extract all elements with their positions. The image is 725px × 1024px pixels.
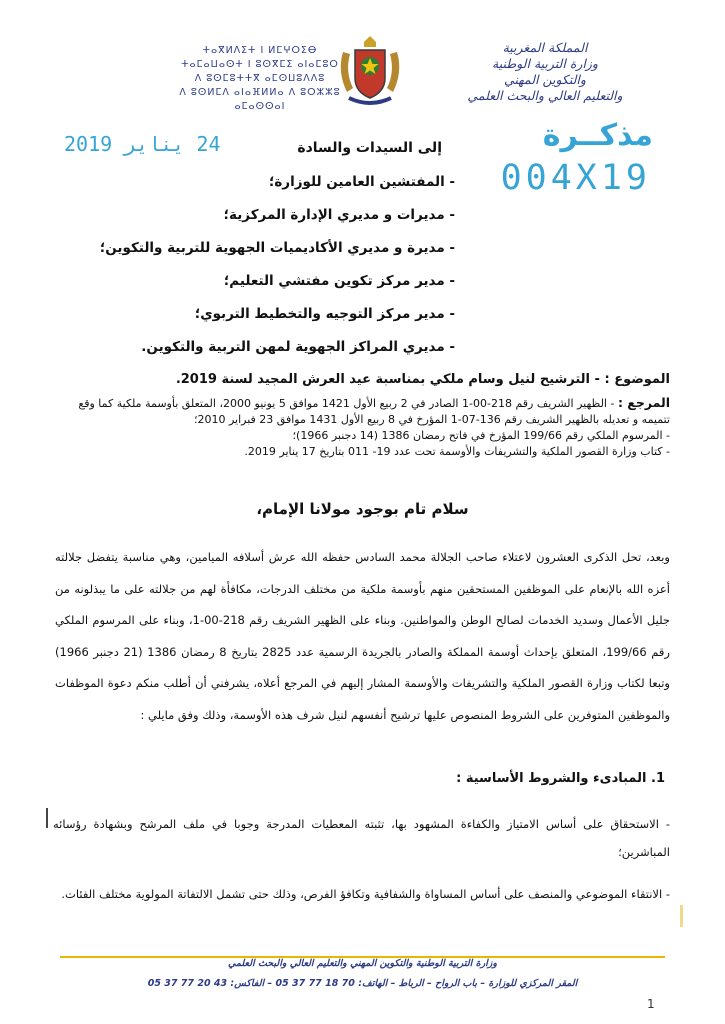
footer-ministry: وزارة التربية الوطنية والتكوين المهني والتعليم العالي والبحث العلمي: [228, 958, 497, 969]
recipients-list: [35, 172, 455, 370]
tifinagh-line: ⴷ ⵓⵙⵍⵎⴷ ⴰⵏⴰⴼⵍⵍⴰ ⴷ ⵓⵔⵣⵣⵓ ⴰⵎⴰⵙⵙⴰⵏ: [179, 87, 341, 112]
recipient-item: - مدير مركز تكوين مفتشي التعليم؛: [223, 273, 455, 289]
recipient-item: - المفتشين العامين للوزارة؛: [268, 174, 455, 190]
references: [50, 395, 670, 460]
greeting: سلام تام بوجود مولانا الإمام،: [256, 500, 469, 518]
memo-date: 24 يناير 2019: [64, 132, 221, 156]
recipient-item: - مديري المراكز الجهوية لمهن التربية والتكوين.: [141, 339, 455, 355]
tifinagh-line: ⴷ ⵓⵙⵎⵓⵜⵜⴳ ⴰⵎⵙⵡⵓⴷⴷⵓ: [194, 73, 326, 84]
scan-mark: [46, 808, 48, 828]
memo-title: مذكــرة: [542, 118, 653, 153]
recipient-item: - مديرات و مديري الإدارة المركزية؛: [223, 207, 455, 223]
footer-address: المقر المركزي للوزارة – باب الرواح – الرباط – الهاتف: 70 18 77 37 05 – الفاكس: 43 20 77 37 05: [147, 978, 578, 989]
recipient-item: - مديرة و مديري الأكاديميات الجهوية للتربية والتكوين؛: [99, 240, 455, 256]
tifinagh-line: ⵜⴰⴳⵍⴷⵉⵜ ⵏ ⵍⵎⵖⵔⵉⴱ: [202, 45, 318, 56]
section-title: 1. المبادىء والشروط الأساسية :: [456, 771, 665, 786]
header-arabic: [425, 40, 665, 104]
body-paragraph: [55, 542, 670, 731]
reference-item: [50, 395, 670, 428]
subject-text: - الترشيح لنيل وسام ملكي بمناسبة عيد العرش المجيد لسنة 2019.: [175, 372, 605, 387]
references-label: المرجع :: [617, 395, 670, 410]
memo-number: 004X19: [500, 158, 651, 198]
ministry-line: وزارة التربية الوطنية: [492, 56, 598, 71]
header-tifinagh: [155, 44, 365, 114]
ministry-line: المملكة المغربية: [502, 40, 588, 55]
subject-label: الموضوع :: [604, 372, 670, 387]
scan-mark: [680, 905, 683, 927]
reference-item: - كتاب وزارة القصور الملكية والتشريفات والأوسمة تحت عدد 19- 011 بتاريخ 17 يناير 2019.: [244, 445, 670, 458]
reference-text: - الظهير الشريف رقم 218-00-1 الصادر في 2 ربيع الأول 1421 موافق 5 يونيو 2000، المتعلق بأوسمة ملكية كما وقع تتميمه و تعديله بالظهير الشريف رقم 136-07-1 المؤرخ في 8 ربيع الأول 1431 موافق 23 فبراير 2010؛: [78, 397, 670, 426]
body-text: وبعد، تحل الذكرى العشرون لاعتلاء صاحب الجلالة محمد السادس حفظه الله عرش أسلافه الميامين، وهي مناسبة يتفضل جلالته أعزه الله بالإنعام على الموظفين المستحقين منهم بأوسمة ملكية من مختلف الدرجات، مكافأة لهم من جلالته على ما يبذلونه من جليل الأعمال وسديد الخدمات لصالح الوطن والمواطنين. وبناء على الظهير الشريف رقم 218-00-1، وبناء على المرسوم الملكي رقم 199/66، المتعلق بإحداث أوسمة المملكة والصادر بالجريدة الرسمية عدد 2825 بتاريخ 8 رمضان 1386 (21 دجنبر 1966) وتبعا لكتاب وزارة القصور الملكية والتشريفات والأوسمة المشار إليهم في المرجع أعلاه، يشرفني أن أطلب منكم دعوة الموظفات والموظفين المتوفرين على الشروط المنصوص عليها ترشيح أنفسهم لنيل شرف هذه الأوسمة، وذلك وفق مايلي :: [55, 550, 670, 722]
recipients-heading: إلى السيدات والسادة: [297, 140, 442, 156]
recipient-item: - مدير مركز التوجيه والتخطيط التربوي؛: [194, 306, 455, 322]
condition-item: - الاستحقاق على أساس الامتياز والكفاءة المشهود بها، تثبته المعطيات المدرجة وجوبا في ملف المرشح وبشهادة رؤسائه المباشرين؛: [53, 817, 670, 859]
subject-line: [50, 372, 670, 387]
coat-of-arms-icon: [335, 32, 405, 110]
ministry-line: والتعليم العالي والبحث العلمي: [467, 88, 623, 103]
condition-item: - الانتقاء الموضوعي والمنصف على أساس المساواة والشفافية وتكافؤ الفرص، وذلك حتى تشمل الالتفاتة المولوية مختلف الفئات.: [61, 887, 670, 901]
ministry-line: والتكوين المهني: [504, 72, 586, 87]
page-number: 1: [647, 997, 655, 1011]
tifinagh-line: ⵜⴰⵎⴰⵡⴰⵙⵜ ⵏ ⵓⵙⴳⵎⵉ ⴰⵏⴰⵎⵓⵔ: [181, 59, 339, 70]
reference-item: - المرسوم الملكي رقم 199/66 المؤرخ في فاتح رمضان 1386 (14 دجنبر 1966)؛: [292, 429, 670, 442]
